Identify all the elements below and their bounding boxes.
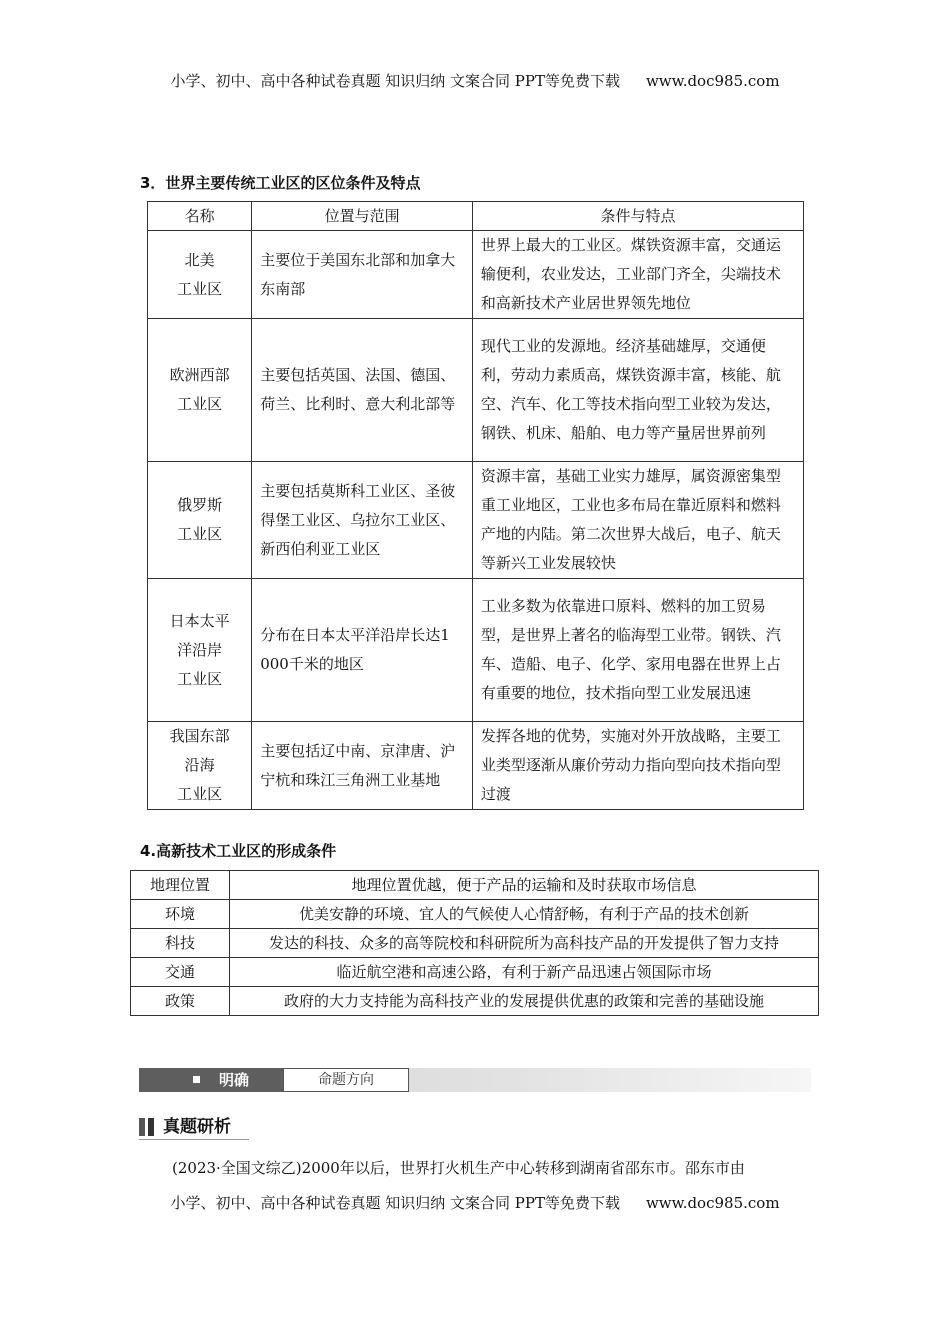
- condition-key: 科技: [131, 929, 230, 958]
- high-tech-conditions-table: [130, 870, 819, 1016]
- region-name: 北美 工业区: [148, 231, 252, 319]
- footer-url[interactable]: www.doc985.com: [645, 1194, 780, 1212]
- table-row: [148, 462, 804, 579]
- column-header-features: 条件与特点: [472, 202, 803, 231]
- page-footer: [0, 1192, 950, 1213]
- table-header-row: [148, 202, 804, 231]
- condition-key: 交通: [131, 958, 230, 987]
- condition-value: 政府的大力支持能为高科技产业的发展提供优惠的政策和完善的基础设施: [230, 987, 819, 1016]
- banner-tab: 命题方向: [283, 1068, 409, 1092]
- footer-text: 小学、初中、高中各种试卷真题 知识归纳 文案合同 PPT等免费下载: [170, 1194, 620, 1212]
- section-banner: [139, 1068, 811, 1092]
- region-features: 工业多数为依靠进口原料、燃料的加工贸易型，是世界上著名的临海型工业带。钢铁、汽车、造船、电子、化学、家用电器在世界上占有重要的地位，技术指向型工业发展迅速: [472, 579, 803, 722]
- study-title: 真题研析: [163, 1117, 231, 1137]
- double-bar-icon: [139, 1118, 159, 1136]
- region-position: 主要包括莫斯科工业区、圣彼得堡工业区、乌拉尔工业区、新西伯利亚工业区: [252, 462, 473, 579]
- condition-value: 临近航空港和高速公路，有利于新产品迅速占领国际市场: [230, 958, 819, 987]
- header-text: 小学、初中、高中各种试卷真题 知识归纳 文案合同 PPT等免费下载: [170, 72, 620, 90]
- region-name: 欧洲西部 工业区: [148, 319, 252, 462]
- table-row: [131, 958, 819, 987]
- table-row: [148, 231, 804, 319]
- table-row: [131, 987, 819, 1016]
- region-name: 我国东部 沿海 工业区: [148, 722, 252, 810]
- industrial-regions-table: [147, 201, 804, 810]
- region-features: 世界上最大的工业区。煤铁资源丰富，交通运输便利，农业发达，工业部门齐全，尖端技术和高新技术产业居世界领先地位: [472, 231, 803, 319]
- region-position: 主要包括辽中南、京津唐、沪宁杭和珠江三角洲工业基地: [252, 722, 473, 810]
- region-position: 主要包括英国、法国、德国、荷兰、比利时、意大利北部等: [252, 319, 473, 462]
- column-header-name: 名称: [148, 202, 252, 231]
- region-position: 分布在日本太平洋沿岸长达1 000千米的地区: [252, 579, 473, 722]
- condition-key: 环境: [131, 900, 230, 929]
- table-row: [131, 900, 819, 929]
- question-paragraph: (2023·全国文综乙)2000年以后，世界打火机生产中心转移到湖南省邵东市。邵东市由: [172, 1159, 745, 1177]
- heading-underline: [139, 1139, 249, 1140]
- condition-value: 地理位置优越，便于产品的运输和及时获取市场信息: [230, 871, 819, 900]
- condition-value: 发达的科技、众多的高等院校和科研院所为高科技产品的开发提供了智力支持: [230, 929, 819, 958]
- section3-title: 3．世界主要传统工业区的区位条件及特点: [140, 174, 421, 192]
- header-url[interactable]: www.doc985.com: [645, 72, 780, 90]
- region-name: 俄罗斯 工业区: [148, 462, 252, 579]
- region-features: 现代工业的发源地。经济基础雄厚，交通便利，劳动力素质高，煤铁资源丰富，核能、航空、汽车、化工等技术指向型工业较为发达，钢铁、机床、船舶、电力等产量居世界前列: [472, 319, 803, 462]
- column-header-position: 位置与范围: [252, 202, 473, 231]
- table-row: [148, 319, 804, 462]
- table-row: [148, 722, 804, 810]
- condition-key: 政策: [131, 987, 230, 1016]
- section4-title: 4.高新技术工业区的形成条件: [140, 842, 337, 860]
- page-header: [0, 70, 950, 91]
- region-features: 资源丰富，基础工业实力雄厚，属资源密集型重工业地区，工业也多布局在靠近原料和燃料产地的内陆。第二次世界大战后，电子、航天等新兴工业发展较快: [472, 462, 803, 579]
- region-position: 主要位于美国东北部和加拿大东南部: [252, 231, 473, 319]
- table-row: [131, 929, 819, 958]
- banner-label-block: [139, 1068, 283, 1092]
- table-row: [131, 871, 819, 900]
- square-bullet-icon: [193, 1076, 200, 1083]
- region-features: 发挥各地的优势，实施对外开放战略，主要工业类型逐渐从廉价劳动力指向型向技术指向型过渡: [472, 722, 803, 810]
- banner-label: 明确: [219, 1071, 250, 1089]
- condition-value: 优美安静的环境、宜人的气候使人心情舒畅，有利于产品的技术创新: [230, 900, 819, 929]
- region-name: 日本太平 洋沿岸 工业区: [148, 579, 252, 722]
- condition-key: 地理位置: [131, 871, 230, 900]
- table-row: [148, 579, 804, 722]
